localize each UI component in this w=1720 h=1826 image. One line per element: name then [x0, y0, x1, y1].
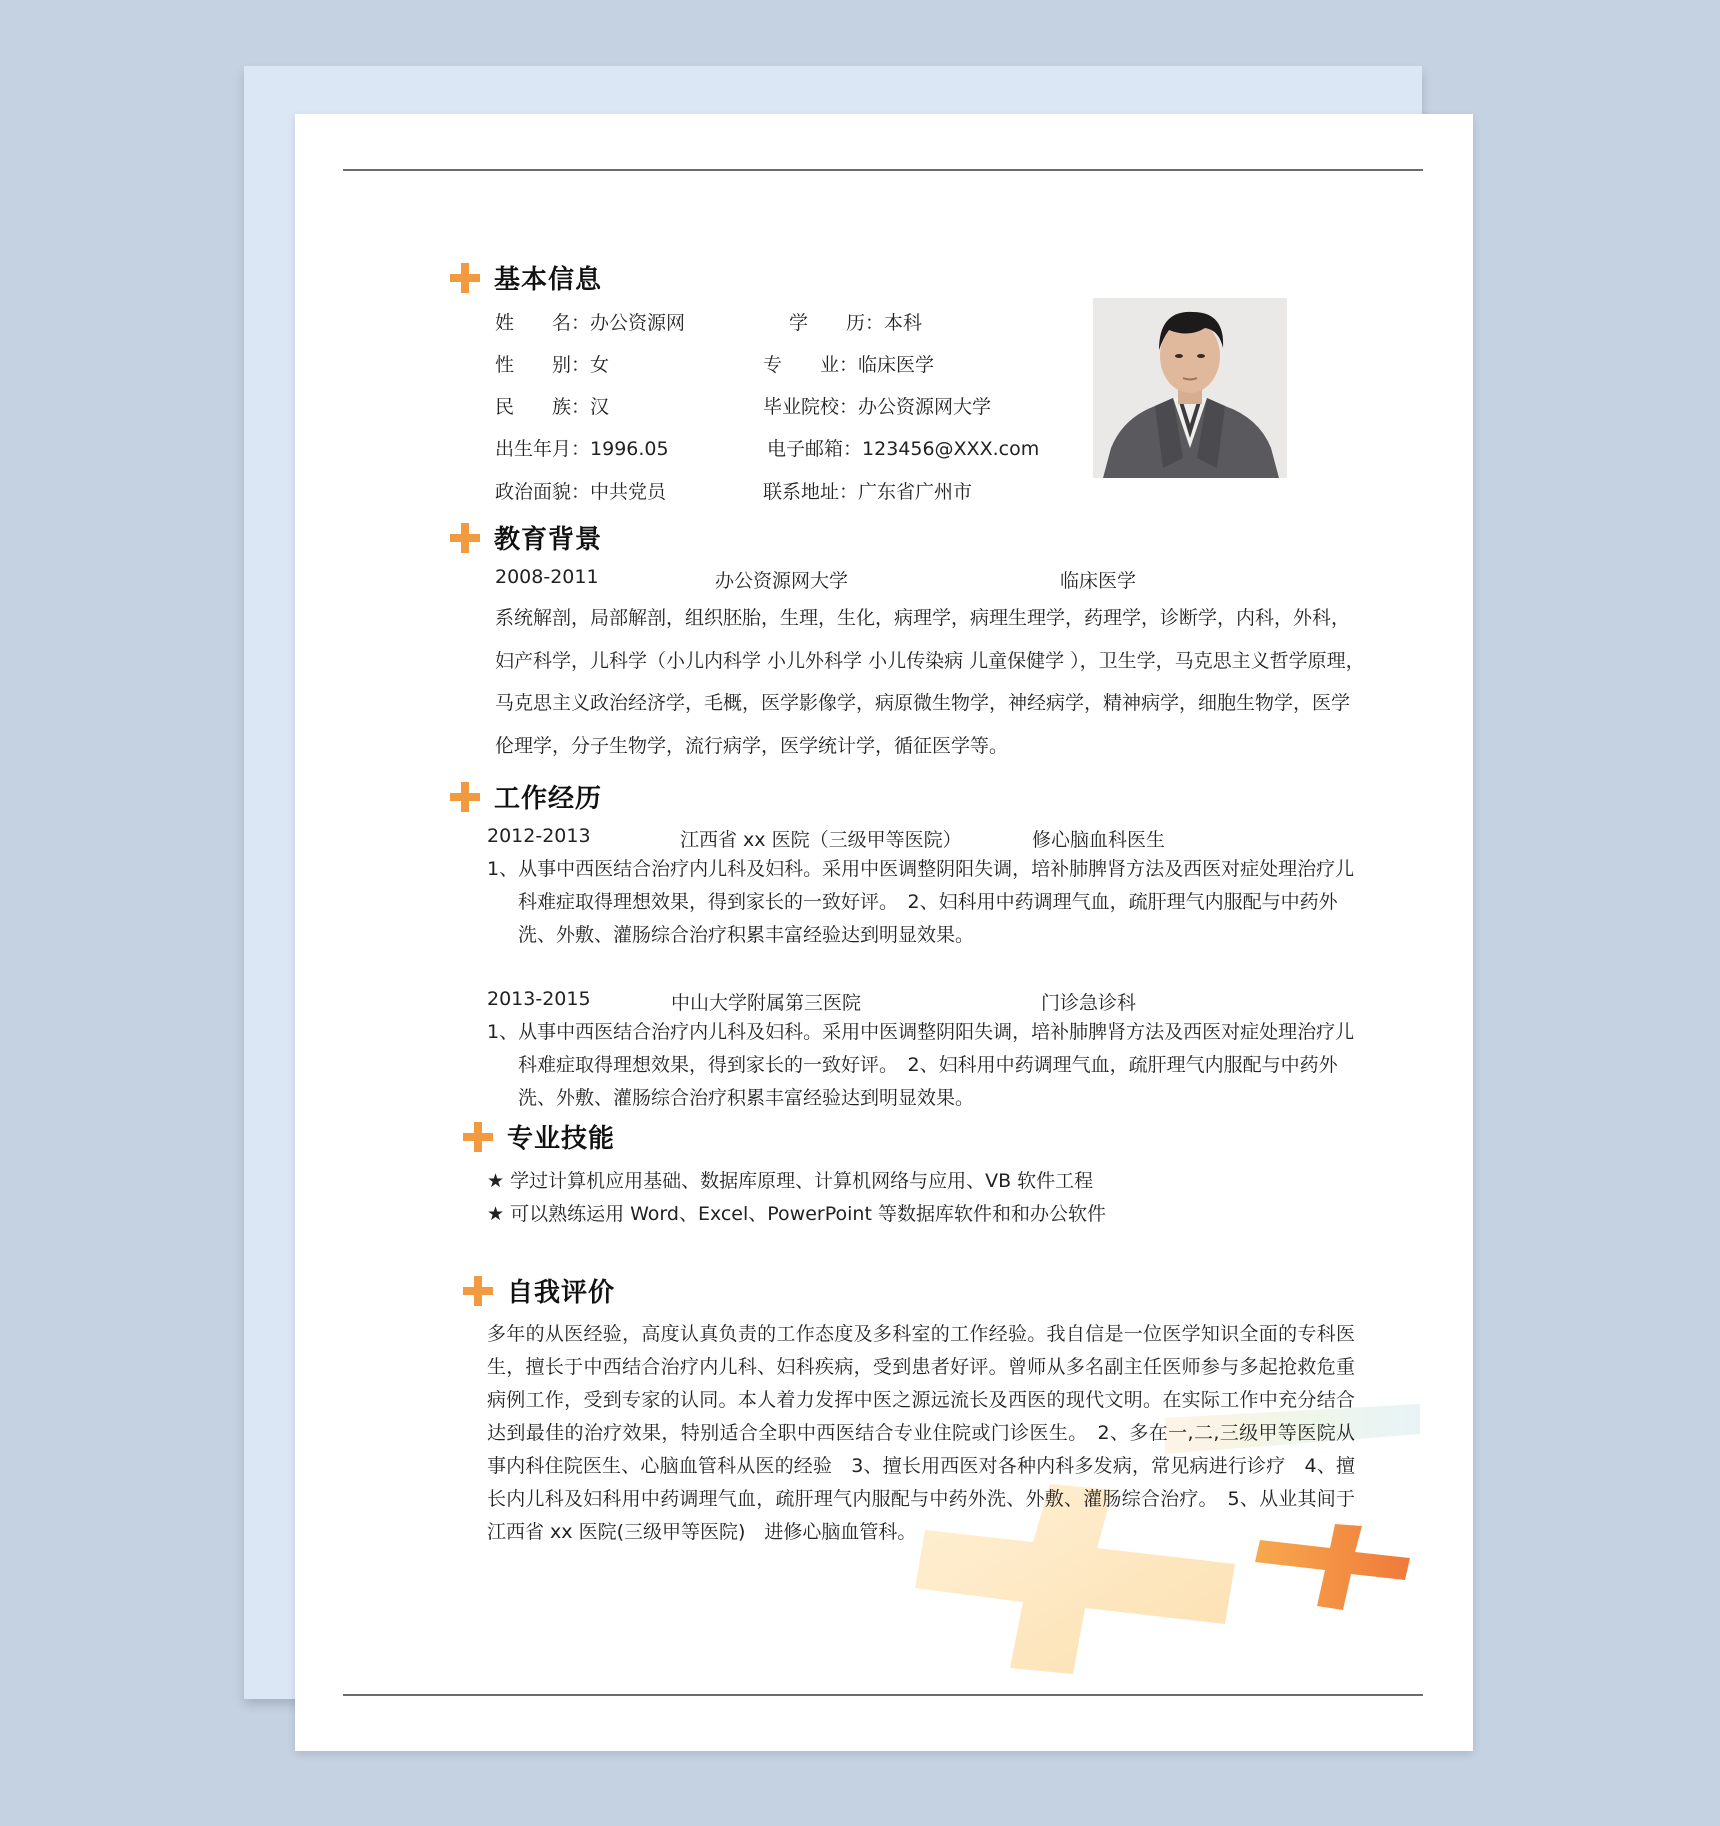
- field-label: 专 业：: [763, 354, 859, 376]
- plus-icon: [450, 523, 480, 553]
- education-school: 办公资源网大学: [715, 570, 849, 592]
- job-description: 1、从事中西医结合治疗内儿科及妇科。采用中医调整阴阳失调，培补肺脾肾方法及西医对症处理治疗儿科难症取得理想效果，得到家长的一致好评。 2、妇科用中药调理气血，疏肝理气内服配与中药外洗、外敷、灌肠综合治疗积累丰富经验达到明显效果。: [487, 1021, 1355, 1109]
- skill-item: ★ 可以熟练运用 Word、Excel、PowerPoint 等数据库软件和和办公软件: [487, 1203, 1106, 1225]
- job-department: 门诊急诊科: [1041, 992, 1137, 1014]
- field-label: 民 族：: [495, 396, 591, 418]
- job-period: 2012-2013: [487, 825, 591, 847]
- field-value: 汉: [590, 396, 610, 418]
- field-value: 办公资源网: [590, 312, 686, 334]
- ethnicity-field: [495, 392, 609, 419]
- education-level-field: [789, 308, 922, 335]
- section-title: 专业技能: [507, 1124, 616, 1154]
- field-label: 电子邮箱：: [767, 438, 863, 460]
- birth-field: [495, 434, 669, 461]
- address-field: [763, 477, 972, 504]
- plus-icon: [463, 1122, 493, 1152]
- top-divider: [343, 169, 1423, 171]
- field-value: 临床医学: [858, 354, 935, 376]
- school-field: [763, 392, 991, 419]
- field-value: 1996.05: [590, 438, 669, 460]
- job-description: 1、从事中西医结合治疗内儿科及妇科。采用中医调整阴阳失调，培补肺脾肾方法及西医对症处理治疗儿科难症取得理想效果，得到家长的一致好评。 2、妇科用中药调理气血，疏肝理气内服配与中药外洗、外敷、灌肠综合治疗积累丰富经验达到明显效果。: [487, 858, 1355, 946]
- email-field: [767, 434, 1039, 461]
- bottom-divider: [343, 1694, 1423, 1696]
- field-value: 中共党员: [590, 481, 667, 503]
- section-title: 教育背景: [494, 525, 603, 555]
- job-period: 2013-2015: [487, 988, 591, 1010]
- plus-icon: [450, 263, 480, 293]
- field-label: 性 别：: [495, 354, 591, 376]
- field-label: 姓 名：: [495, 312, 591, 334]
- section-self-evaluation: [463, 1272, 615, 1309]
- field-label: 学 历：: [789, 312, 885, 334]
- education-period: 2008-2011: [495, 566, 599, 588]
- resume-page: [295, 114, 1473, 1751]
- profile-photo: [1093, 298, 1287, 478]
- name-field: [495, 308, 685, 335]
- section-title: 工作经历: [494, 784, 603, 814]
- field-value: 女: [590, 354, 610, 376]
- section-education: [450, 519, 602, 556]
- field-value: 本科: [884, 312, 923, 334]
- field-value: 办公资源网大学: [858, 396, 992, 418]
- field-value: 123456@XXX.com: [862, 438, 1040, 460]
- self-evaluation-text: 多年的从医经验，高度认真负责的工作态度及多科室的工作经验。我自信是一位医学知识全面的专科医生，擅长于中西结合治疗内儿科、妇科疾病，受到患者好评。曾师从多名副主任医师参与多起抢救危重病例工作，受到专家的认同。本人着力发挥中医之源远流长及西医的现代文明。在实际工作中充分结合达到最佳的治疗效果，特别适合全职中西医结合专业住院或门诊医生。 2、多在一,二,三级甲等医院从事内科住院医生、心脑血管科从医的经验 3、擅长用西医对各种内科多发病，常见病进行诊疗 4、擅长内儿科及妇科用中药调理气血，疏肝理气内服配与中药外洗、外敷、灌肠综合治疗。 5、从业其间于江西省 xx 医院(三级甲等医院) 进修心脑血管科。: [487, 1323, 1355, 1543]
- section-basic-info: [450, 259, 602, 296]
- gender-field: [495, 350, 609, 377]
- field-value: 广东省广州市: [858, 481, 973, 503]
- plus-icon: [450, 782, 480, 812]
- field-label: 出生年月：: [495, 438, 591, 460]
- field-label: 政治面貌：: [495, 481, 591, 503]
- politics-field: [495, 477, 666, 504]
- education-major: 临床医学: [1060, 570, 1137, 592]
- job-department: 修心脑血科医生: [1032, 829, 1166, 851]
- section-title: 基本信息: [494, 265, 603, 295]
- section-title: 自我评价: [507, 1278, 616, 1308]
- skill-item: ★ 学过计算机应用基础、数据库原理、计算机网络与应用、VB 软件工程: [487, 1170, 1094, 1192]
- field-label: 毕业院校：: [763, 396, 859, 418]
- field-label: 联系地址：: [763, 481, 859, 503]
- education-courses: 系统解剖，局部解剖，组织胚胎，生理，生化，病理学，病理生理学，药理学，诊断学，内科，外科，妇产科学，儿科学（小儿内科学 小儿外科学 小儿传染病 儿童保健学 ），卫生学，马克思主义哲学原理，马克思主义政治经济学，毛概，医学影像学，病原微生物学，神经病学，精神病学，细胞生物学，医学伦理学，分子生物学，流行病学，医学统计学，循征医学等。: [495, 607, 1365, 757]
- section-skills: [463, 1118, 615, 1155]
- job-organization: 中山大学附属第三医院: [671, 992, 862, 1014]
- major-field: [763, 350, 934, 377]
- job-organization: 江西省 xx 医院（三级甲等医院）: [680, 829, 962, 851]
- plus-icon: [463, 1276, 493, 1306]
- section-work: [450, 778, 602, 815]
